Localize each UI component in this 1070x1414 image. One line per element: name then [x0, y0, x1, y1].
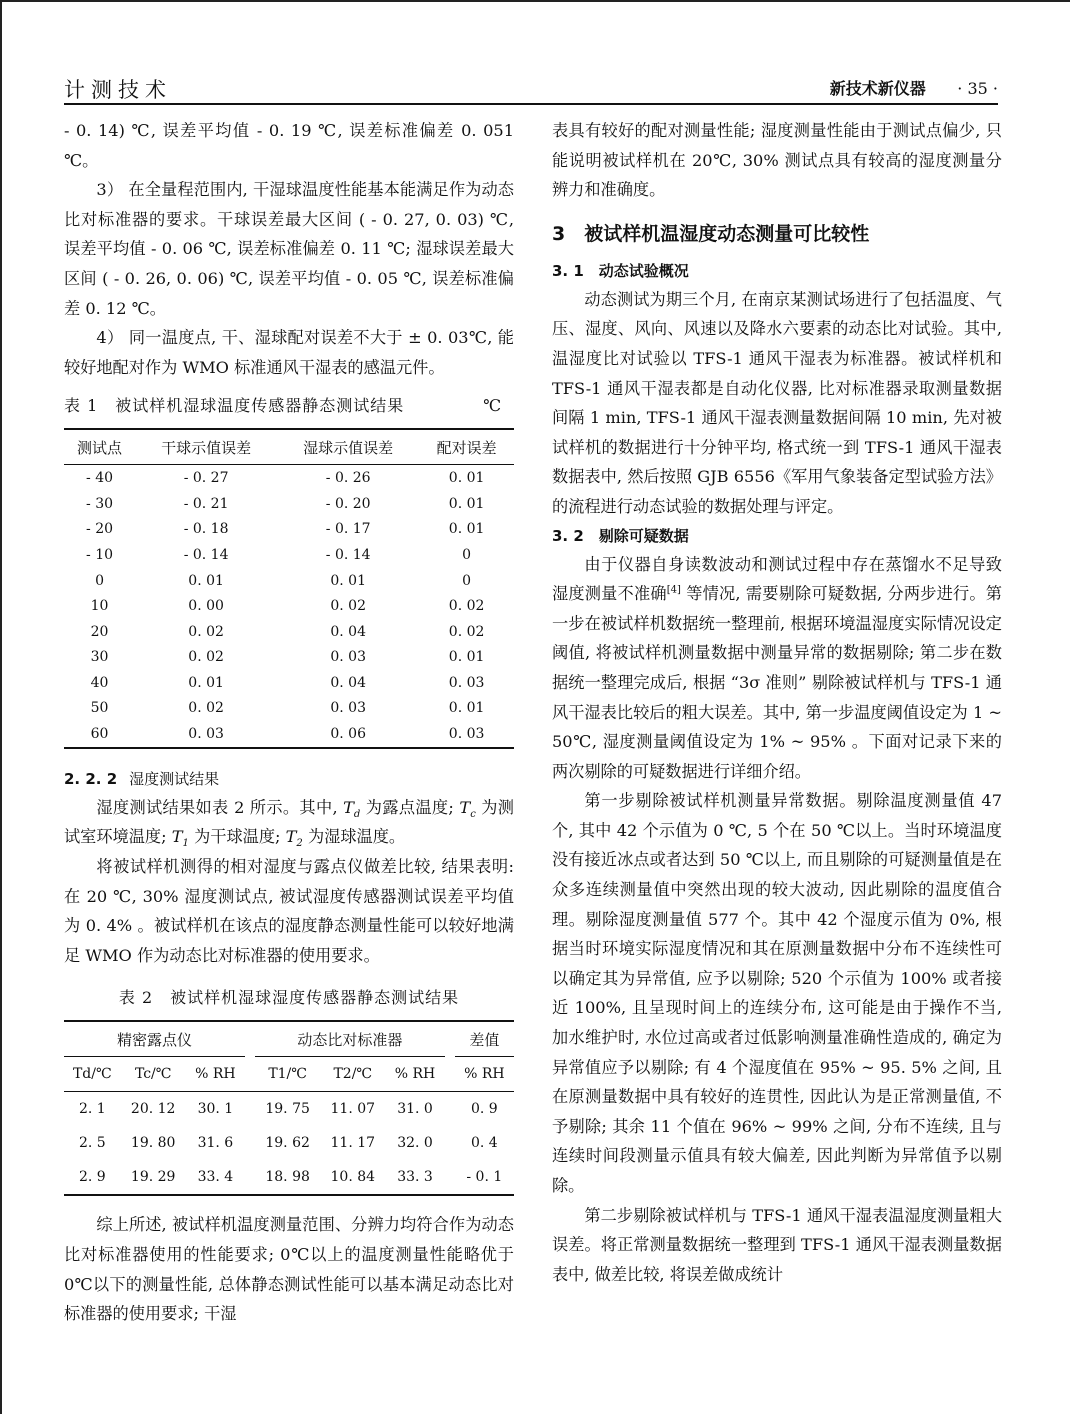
page-border [0, 0, 2, 1414]
table-cell: 0. 04 [330, 623, 366, 640]
table-cell: 0 [95, 572, 104, 589]
table-row [64, 568, 514, 594]
table-1 [64, 428, 514, 749]
table-cell: 0. 00 [188, 598, 224, 615]
section-name: 新技术新仪器 [829, 79, 926, 98]
journal-name: 计测技术 [64, 78, 172, 102]
running-header [64, 72, 998, 102]
table-cell: 0 [462, 572, 472, 589]
table-cell: 11. 17 [330, 1135, 376, 1152]
table-unit: ℃ [483, 396, 502, 416]
column-header: 湿球示值误差 [277, 429, 419, 465]
table-row [64, 1160, 514, 1195]
table-cell: 0. 9 [470, 1101, 498, 1118]
table-cell: - 0. 14 [325, 546, 371, 563]
table-cell: 0. 03 [330, 649, 366, 666]
subsection-heading-2-2-2 [64, 765, 514, 793]
table-row [64, 491, 514, 517]
text-run: 由于仪器自身读数波动和测试过程中存在蒸馏水不足导致湿度测量不准确 [552, 554, 1002, 604]
table-cell: 0. 4 [470, 1135, 498, 1152]
table-cell: 10 [90, 598, 109, 615]
table-cell: - 0. 26 [325, 470, 371, 487]
symbol-t1: $T_1$ [171, 827, 189, 850]
table-cell: - 0. 18 [183, 521, 229, 538]
table-cell: 30. 1 [197, 1101, 234, 1118]
table-cell: 19. 62 [265, 1135, 310, 1152]
table-row [64, 1126, 514, 1160]
text-run: 湿度测试结果如表 2 所示。其中, [96, 797, 344, 817]
column-group-header: 精密露点仪 [64, 1021, 245, 1057]
heading-title: 湿度测试结果 [129, 769, 220, 788]
table-cell: 60 [90, 726, 109, 743]
table-row [64, 465, 514, 491]
table-cell: 40 [90, 674, 109, 691]
table-cell: 20. 12 [130, 1101, 176, 1118]
table-caption-text: 表 2 被试样机湿球湿度传感器静态测试结果 [118, 988, 460, 1008]
table-cell: 0. 02 [188, 649, 224, 666]
column-header: T2/℃ [320, 1057, 385, 1092]
table-header-row [64, 1057, 514, 1092]
symbol-td: $T_d$ [343, 797, 361, 821]
column-header: Td/℃ [64, 1057, 121, 1092]
table-cell: 0. 03 [448, 726, 485, 743]
table-row [64, 1092, 514, 1127]
table-cell: 19. 80 [130, 1135, 176, 1152]
table-cell: - 0. 21 [183, 495, 229, 512]
citation-ref[interactable]: [4] [666, 584, 681, 596]
table-row [64, 696, 514, 722]
table-cell: 0. 01 [188, 572, 224, 589]
table-cell: 0. 01 [330, 572, 366, 589]
table-cell: 0 [462, 546, 472, 563]
table-cell: - 0. 17 [325, 521, 371, 538]
left-column [64, 116, 514, 1329]
subsection-heading-3-2: 3. 2 剔除可疑数据 [552, 526, 689, 545]
table-cell: 0. 02 [330, 598, 366, 615]
table-header-row [64, 429, 514, 465]
paragraph: 第二步剔除被试样机与 TFS-1 通风干湿表温湿度测量粗大误差。将正常测量数据统一整理到 TFS-1 通风干湿表测量数据表中, 做差比较, 将误差做成统计 [552, 1205, 1002, 1284]
paragraph: 表具有较好的配对测量性能; 湿度测量性能由于测试点偏少, 只能说明被试样机在 20℃, 30% 测试点具有较高的湿度测量分辨力和准确度。 [552, 121, 1002, 200]
table-cell: 0. 03 [330, 700, 366, 717]
table-2-caption [64, 986, 514, 1010]
column-header: T1/℃ [255, 1057, 320, 1092]
table-cell: 20 [90, 623, 109, 640]
table-cell: 0. 03 [188, 726, 224, 743]
table-body [64, 1092, 514, 1196]
table-cell: 19. 75 [265, 1101, 310, 1118]
column-header: % RH [385, 1057, 444, 1092]
column-header: % RH [455, 1057, 514, 1092]
table-cell: 10. 84 [330, 1169, 376, 1186]
table-cell: 0. 02 [448, 623, 485, 640]
paragraph: 4） 同一温度点, 干、湿球配对误差不大于 ± 0. 03℃, 能较好地配对作为 WMO 标准通风干湿表的感温元件。 [64, 328, 514, 377]
column-group-header: 动态比对标准器 [255, 1021, 445, 1057]
table-cell: 18. 98 [265, 1169, 310, 1186]
column-header: % RH [186, 1057, 245, 1092]
paragraph: 综上所述, 被试样机温度测量范围、分辨力均符合作为动态比对标准器使用的性能要求; 0℃以上的温度测量性能略优于 0℃以下的测量性能, 总体静态测试性能可以基本满足动态比对标准器的使用要求; 干湿 [64, 1215, 514, 1324]
table-cell: 2. 9 [78, 1169, 106, 1186]
table-cell: - 20 [86, 521, 114, 538]
section-heading-3: 3 被试样机温湿度动态测量可比较性 [552, 222, 870, 245]
column-header: 配对误差 [419, 429, 514, 465]
paragraph [64, 793, 514, 852]
table-cell: 0. 04 [330, 674, 366, 691]
table-cell: 0. 02 [188, 700, 224, 717]
table-cell: 0. 02 [188, 623, 224, 640]
table-cell: 0. 01 [448, 470, 485, 487]
text-run: 等情况, 需要剔除可疑数据, 分两步进行。第一步在被试样机数据统一整理前, 根据环境温湿度实际情况设定阈值, 将被试样机测量数据中测量异常的数据剔除; 第二步在数据统一整理完成后, 根据 “3σ 准则” 剔除被试样机与 TFS-1 通风干湿表比较后的粗大误差。其中, 第一步温度阈值设定为 1 ~ 50℃, 湿度测量阈值设定为 1% ~ 95% 。下面对记录下来的两次剔除的可疑数据进行详细介绍。 [552, 584, 1002, 781]
symbol-tc: $T_c$ [459, 797, 476, 821]
table-cell: 50 [90, 700, 109, 717]
table-cell: 33. 4 [197, 1169, 234, 1186]
column-header: Tc/℃ [121, 1057, 186, 1092]
symbol-t2: $T_2$ [285, 827, 303, 850]
text-run: 为测试室环境温度; [64, 797, 514, 847]
table-cell: - 0. 20 [325, 495, 371, 512]
table-group-header-row [64, 1021, 514, 1057]
table-row [64, 593, 514, 619]
table-cell: - 0. 1 [466, 1169, 503, 1186]
table-cell: 0. 01 [448, 649, 485, 666]
table-cell: 0. 03 [448, 674, 485, 691]
table-cell: 0. 02 [448, 598, 485, 615]
paragraph: - 0. 14) ℃, 误差平均值 - 0. 19 ℃, 误差标准偏差 0. 051 ℃。 [64, 121, 514, 170]
heading-number: 2. 2. 2 [64, 769, 118, 788]
paragraph: 3） 在全量程范围内, 干湿球温度性能基本能满足作为动态比对标准器的要求。干球误差最大区间 ( - 0. 27, 0. 03) ℃, 误差平均值 - 0. 06 ℃, 误差标准偏差 0. 11 ℃; 湿球误差最大区间 ( - 0. 26, 0. 06) ℃, 误差平均值 - 0. 05 ℃, 误差标准偏差 0. 12 ℃。 [64, 180, 514, 318]
table-2 [64, 1020, 514, 1196]
table-caption-text: 表 1 被试样机湿球温度传感器静态测试结果 [64, 396, 405, 416]
table-cell: 11. 07 [330, 1101, 376, 1118]
table-row [64, 517, 514, 543]
text-run: 为露点温度; [360, 797, 460, 817]
table-row [64, 670, 514, 696]
paragraph: 动态测试为期三个月, 在南京某测试场进行了包括温度、气压、湿度、风向、风速以及降水六要素的动态比对试验。其中, 温湿度比对试验以 TFS-1 通风干湿表为标准器。被试样机和 TFS-1 通风干湿表都是自动化仪器, 比对标准器录取测量数据间隔 1 min, TFS-1 通风干湿表测量数据间隔 10 min, 先对被试样机的数据进行十分钟平均, 格式统一到 TFS-1 通风干湿表数据表中, 然后按照 GJB 6556《军用气象装备定型试验方法》的流程进行动态试验的数据处理与评定。 [552, 289, 1002, 516]
table-row [64, 645, 514, 671]
table-row [64, 619, 514, 645]
page-border [0, 0, 1070, 2]
table-cell: 19. 29 [130, 1169, 176, 1186]
table-cell: 0. 06 [330, 726, 366, 743]
column-header: 干球示值误差 [135, 429, 277, 465]
table-cell: 0. 01 [448, 495, 485, 512]
table-row [64, 542, 514, 568]
table-cell: - 30 [86, 495, 114, 512]
table-cell: 0. 01 [448, 521, 485, 538]
table-row [64, 721, 514, 748]
table-cell: - 0. 14 [183, 546, 229, 563]
text-run: 为干球温度; [188, 827, 286, 847]
table-cell: 0. 01 [188, 674, 224, 691]
page-number: · 35 · [957, 79, 998, 98]
table-cell: 2. 5 [78, 1135, 106, 1152]
table-cell: 32. 0 [397, 1135, 433, 1152]
header-right [830, 76, 998, 99]
table-cell: 31. 6 [197, 1135, 234, 1152]
paragraph [552, 550, 1002, 787]
right-column [552, 116, 1002, 1289]
table-cell: 2. 1 [78, 1101, 106, 1118]
subsection-heading-3-1: 3. 1 动态试验概况 [552, 261, 689, 280]
paragraph: 将被试样机测得的相对湿度与露点仪做差比较, 结果表明: 在 20 ℃, 30% 湿度测试点, 被试湿度传感器测试误差平均值为 0. 4% 。被试样机在该点的湿度静态测量性能可以较好地满足 WMO 作为动态比对标准器的使用要求。 [64, 857, 514, 965]
text-run: 为湿球温度。 [302, 827, 406, 847]
column-group-header: 差值 [455, 1021, 514, 1057]
table-cell: 30 [90, 649, 109, 666]
table-cell: - 0. 27 [183, 470, 229, 487]
table-cell: - 10 [86, 546, 114, 563]
column-header: 测试点 [64, 429, 135, 465]
header-rule [64, 103, 998, 105]
table-cell: 31. 0 [397, 1101, 433, 1118]
table-1-caption [64, 394, 514, 418]
table-cell: 0. 01 [448, 700, 485, 717]
table-cell: - 40 [86, 470, 114, 487]
paragraph: 第一步剔除被试样机测量异常数据。剔除温度测量值 47 个, 其中 42 个示值为 0 ℃, 5 个在 50 ℃以上。当时环境温度没有接近冰点或者达到 50 ℃以上, 而且剔除的可疑测量值是在众多连续测量值中突然出现的较大波动, 因此剔除的温度值合理。剔除湿度测量值 577 个。其中 42 个湿度示值为 0%, 根据当时环境实际湿度情况和其在原测量数据中分布不连续性可以确定其为异常值, 应予以剔除; 520 个示值为 100% 或者接近 100%, 且呈现时间上的连续分布, 这可能是由于操作不当, 加水维护时, 水位过高或者过低影响测量准确性造成的, 确定为异常值应予以剔除; 有 4 个湿度值在 95% ~ 95. 5% 之间, 且在原测量数据中具有较好的连贯性, 因此认为是正常测量值, 不予剔除; 其余 11 个值在 96% ~ 99% 之间, 分布不连续, 且与连续时间段测量示值具有较大偏差, 因此判断为异常值予以剔除。 [552, 791, 1002, 1195]
table-cell: 33. 3 [397, 1169, 433, 1186]
table-body [64, 465, 514, 748]
